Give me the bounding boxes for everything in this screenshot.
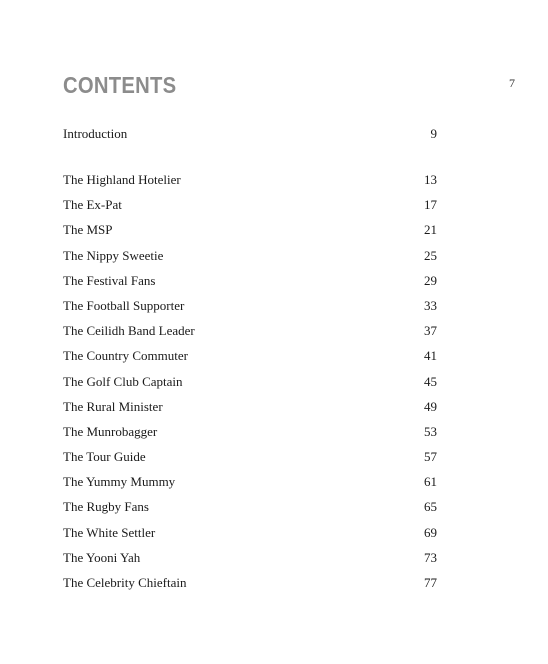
toc-entry: [63, 424, 437, 449]
toc-entry-page-number: 77: [424, 575, 437, 590]
toc-entry: [63, 474, 437, 499]
toc-entry-title: The Country Commuter: [63, 348, 188, 364]
toc-entry-page-number: 49: [424, 398, 437, 414]
toc-entry-page-number: 13: [424, 172, 437, 187]
toc-entry-page-number: 17: [424, 197, 437, 213]
toc-entry: [63, 575, 437, 600]
toc-entry-page-number: 45: [424, 373, 437, 389]
toc-intro-list: [63, 126, 437, 151]
toc-entry-page-number: 25: [424, 247, 437, 263]
toc-entry-page-number: 65: [424, 499, 437, 515]
page-title: CONTENTS: [63, 72, 177, 98]
toc-entry: [63, 222, 437, 247]
toc-entry-page-number: 29: [424, 272, 437, 288]
toc-entry-title: The White Settler: [63, 524, 156, 540]
toc-entry-title: The Golf Club Captain: [63, 373, 183, 389]
toc-entry-title: The Munrobagger: [63, 423, 158, 439]
toc-entry-title: The Festival Fans: [63, 272, 156, 288]
toc-entry: [63, 248, 437, 273]
toc-entry-page-number: 61: [424, 474, 437, 490]
toc-entry-title: The Ex-Pat: [63, 197, 122, 213]
toc-entry: [63, 126, 437, 151]
toc-entry: [63, 550, 437, 575]
toc-entry-page-number: 69: [424, 524, 437, 540]
toc-entry: [63, 197, 437, 222]
toc-entry-title: The Nippy Sweetie: [63, 247, 164, 263]
toc-entry-title: The MSP: [63, 222, 113, 238]
toc-entry-title: The Yooni Yah: [63, 549, 141, 565]
toc-entry-title: The Rugby Fans: [63, 499, 149, 515]
toc-entry: [63, 499, 437, 524]
toc-entry-title: The Highland Hotelier: [63, 172, 181, 187]
toc-entry-list: [63, 172, 437, 600]
toc-entry-title: The Tour Guide: [63, 449, 146, 465]
toc-entry: [63, 172, 437, 197]
toc-entry-title: The Football Supporter: [63, 297, 185, 313]
toc-entry-page-number: 9: [430, 126, 437, 141]
page-number: 7: [509, 76, 515, 90]
toc-entry-title: Introduction: [63, 126, 128, 141]
toc-entry-page-number: 73: [424, 549, 437, 565]
toc-entry-title: The Celebrity Chieftain: [63, 575, 187, 590]
toc-entry: [63, 323, 437, 348]
toc-entry-page-number: 53: [424, 423, 437, 439]
toc-entry: [63, 298, 437, 323]
toc-entry-page-number: 33: [424, 297, 437, 313]
toc-entry-page-number: 41: [424, 348, 437, 364]
toc-entry-page-number: 37: [424, 323, 437, 339]
toc-entry: [63, 273, 437, 298]
toc-entry-page-number: 57: [424, 449, 437, 465]
toc-entry-title: The Ceilidh Band Leader: [63, 323, 195, 339]
toc-entry-title: The Yummy Mummy: [63, 474, 176, 490]
toc-entry: [63, 399, 437, 424]
toc-entry: [63, 525, 437, 550]
toc-entry-title: The Rural Minister: [63, 398, 163, 414]
toc-entry: [63, 449, 437, 474]
toc-entry-page-number: 21: [424, 222, 437, 238]
toc-entry: [63, 348, 437, 373]
toc-entry: [63, 374, 437, 399]
